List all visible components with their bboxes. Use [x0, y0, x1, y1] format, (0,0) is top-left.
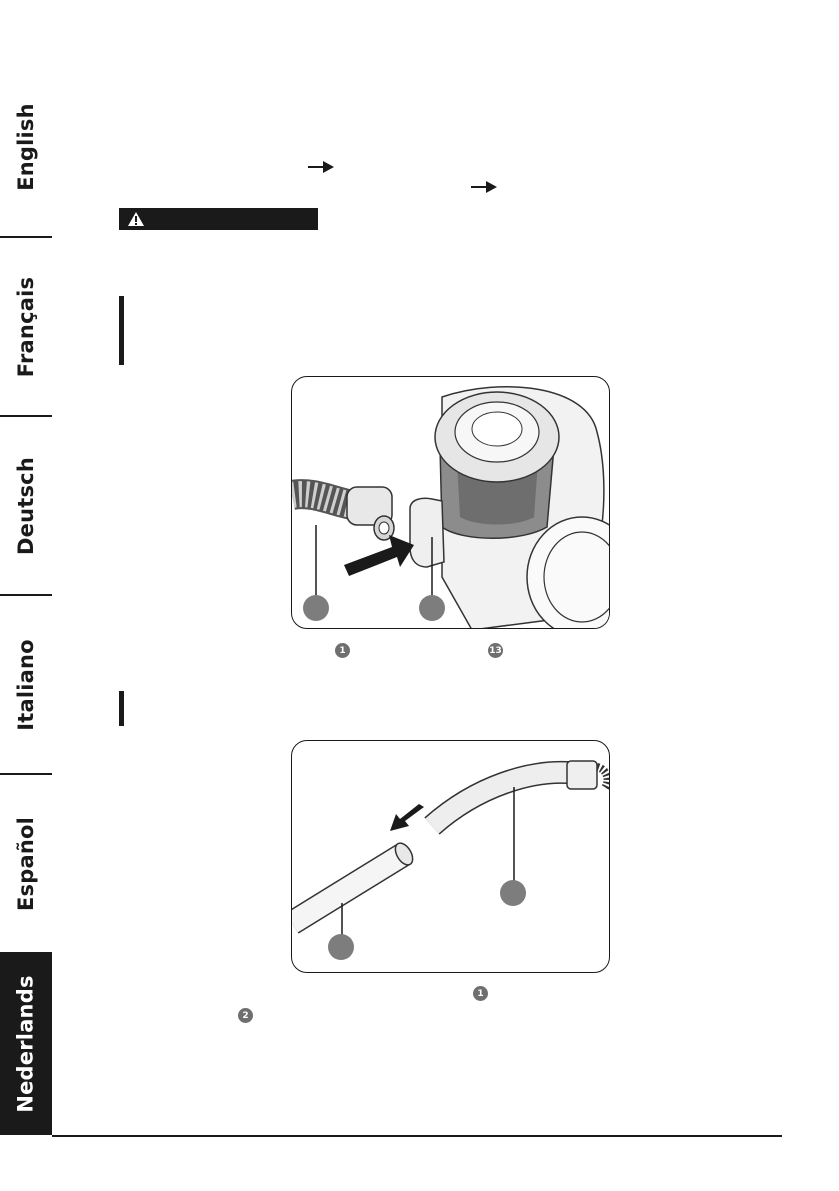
- lang-tab-label: Nederlands: [14, 974, 38, 1113]
- figure-tube-connect: [291, 740, 610, 973]
- callout-circle: [328, 934, 354, 960]
- step-badge: 1: [473, 986, 488, 1001]
- callout-circle: [419, 595, 445, 621]
- step-badge: 13: [488, 643, 503, 658]
- step-badge: 1: [335, 643, 350, 658]
- figure-hose-connect: [291, 376, 610, 629]
- callout-circle: [303, 595, 329, 621]
- section-marker: [119, 296, 124, 365]
- lang-tab-label: Italiano: [14, 639, 39, 731]
- lang-tab-nederlands[interactable]: [0, 952, 52, 1135]
- warning-triangle-icon: [127, 211, 145, 227]
- lang-tab-deutsch[interactable]: [0, 417, 52, 595]
- lang-tab-label: English: [14, 103, 39, 191]
- lang-tab-francais[interactable]: [0, 238, 52, 416]
- vacuum-illustration: [292, 377, 610, 629]
- lang-tab-label: Deutsch: [14, 457, 38, 555]
- lang-tab-italiano[interactable]: [0, 596, 52, 774]
- arrow-right-icon: [307, 160, 335, 174]
- warning-banner: [119, 208, 318, 230]
- lang-tab-label: Français: [14, 276, 38, 378]
- lang-tab-espanol[interactable]: [0, 775, 52, 953]
- lang-tab-english[interactable]: [0, 58, 52, 236]
- lang-tab-label: Español: [14, 816, 38, 912]
- arrow-right-icon: [470, 180, 498, 194]
- footer-rule: [52, 1135, 782, 1137]
- callout-circle: [500, 880, 526, 906]
- section-marker: [119, 691, 124, 726]
- step-badge: 2: [238, 1008, 253, 1023]
